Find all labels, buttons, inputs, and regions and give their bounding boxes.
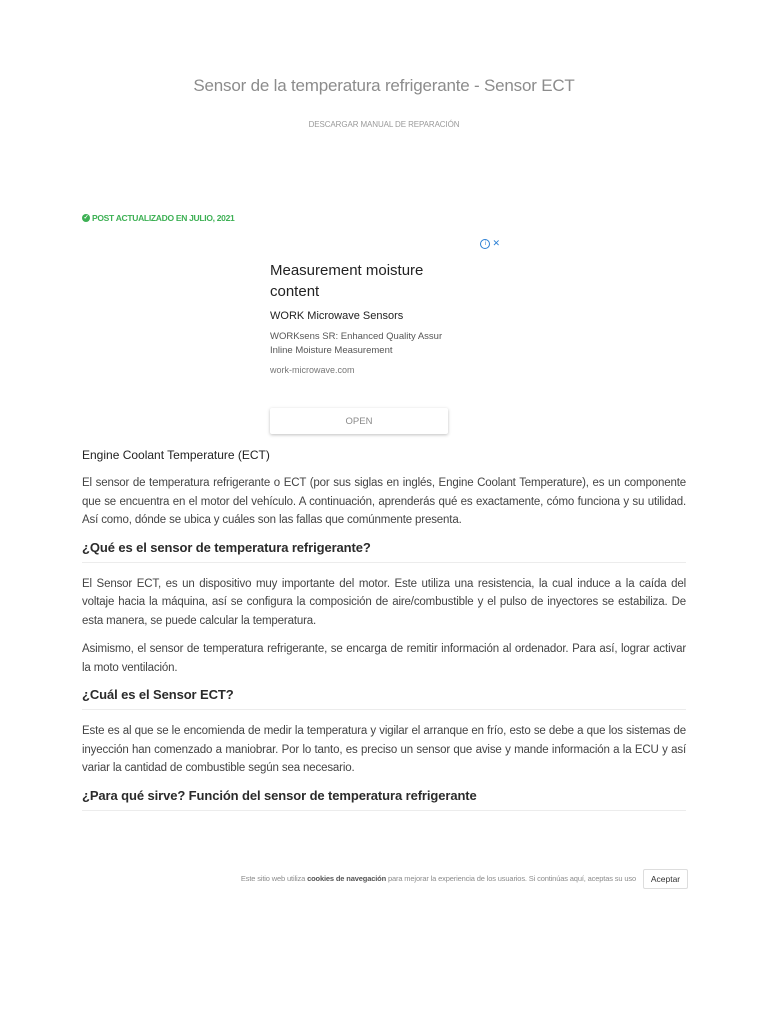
ad-choices[interactable] — [480, 238, 500, 249]
info-icon[interactable]: i — [480, 239, 490, 249]
cookie-accept-button[interactable]: Aceptar — [643, 869, 688, 889]
cookie-text-before: Este sitio web utiliza — [240, 874, 308, 883]
section-heading: ¿Cuál es el Sensor ECT? — [82, 687, 686, 710]
ad-body-line: WORKsens SR: Enhanced Quality Assur — [270, 331, 443, 342]
cookie-text-after: para mejorar la experiencia de los usuarios. Si continúas aquí, aceptas su uso — [386, 874, 636, 883]
close-icon[interactable]: ✕ — [492, 238, 500, 248]
cookie-policy-link[interactable]: cookies de navegación — [307, 874, 387, 883]
ad-body-line: Inline Moisture Measurement — [270, 345, 393, 356]
ad-open-button[interactable]: OPEN — [270, 408, 448, 434]
section-paragraph: Este es al que se le encomienda de medir la temperatura y vigilar el arranque en frío, esto se debe a que los sistemas de inyección han comenzado a maniobrar. Por lo tanto, es preciso un sensor que avise y mande información a la ECU y así variar la cantidad de combustible según sea necesario. — [82, 725, 686, 774]
post-updated-label: POST ACTUALIZADO EN JULIO, 2021 — [92, 213, 235, 223]
article-intro: El sensor de temperatura refrigerante o ECT (por sus siglas en inglés, Engine Coolant Temperature), es un componente que se encuentra en el motor del vehículo. A continuación, aprenderás qué es exactamente, cómo funciona y su utilidad. Así como, dónde se ubica y cuáles son las fallas que comúnmente presenta. — [82, 477, 686, 526]
section-heading: ¿Qué es el sensor de temperatura refrigerante? — [82, 540, 686, 563]
section-paragraph: Asimismo, el sensor de temperatura refrigerante, se encarga de remitir información al ordenador. Para así, lograr activar la moto ventilación. — [82, 643, 686, 674]
check-circle-icon: ✓ — [83, 215, 89, 221]
ad-headline[interactable]: Measurement moisture content — [270, 262, 424, 300]
section-heading: ¿Para qué sirve? Función del sensor de temperatura refrigerante — [82, 788, 686, 811]
cookie-banner — [0, 869, 768, 891]
ad-body — [270, 330, 450, 358]
article-content — [82, 448, 686, 823]
download-manual-link[interactable]: DESCARGAR MANUAL DE REPARACIÓN — [308, 120, 460, 129]
ad-content[interactable] — [270, 260, 448, 375]
section-paragraph: El Sensor ECT, es un dispositivo muy importante del motor. Este utiliza una resistencia, la cual induce a la caída del voltaje hacia la máquina, así se configura la composición de aire/combustible y el pulso de inyectores se estabiliza. De esta manera, se puede calcular la temperatura. — [82, 577, 686, 627]
article-lead-heading: Engine Coolant Temperature (ECT) — [82, 448, 270, 462]
post-updated-badge — [82, 213, 234, 223]
page-title: Sensor de la temperatura refrigerante - Sensor ECT — [193, 76, 575, 95]
advertisement[interactable] — [256, 236, 502, 448]
cookie-notice-text — [241, 874, 636, 883]
ad-advertiser: WORK Microwave Sensors — [270, 310, 404, 322]
ad-domain: work-microwave.com — [270, 365, 355, 375]
